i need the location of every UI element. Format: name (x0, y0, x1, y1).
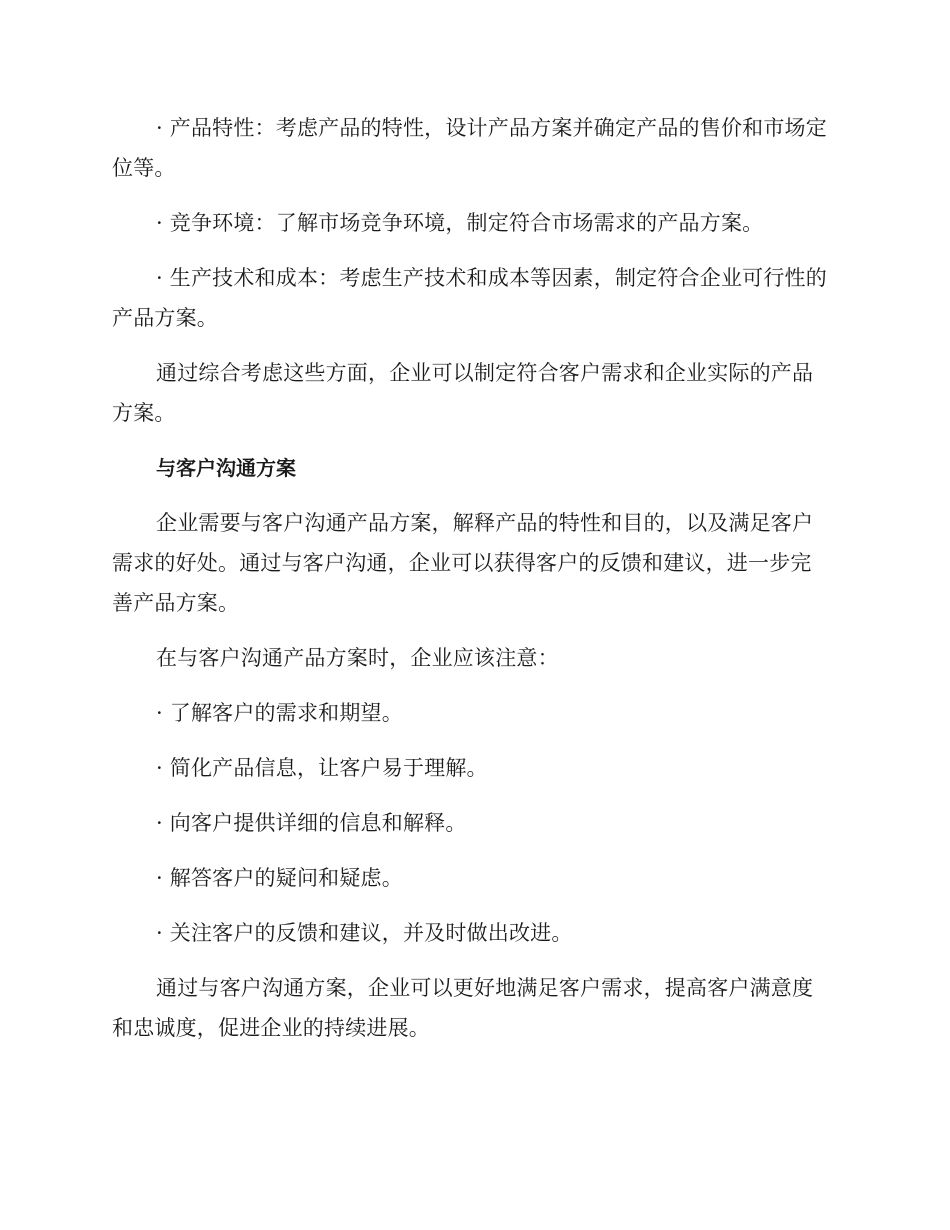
list-item-1: · 了解客户的需求和期望。 (156, 701, 403, 725)
section-heading: 与客户沟通方案 (156, 456, 296, 480)
list-item-product-features: · 产品特性：考虑产品的特性，设计产品方案并确定产品的售价和市场定位等。 (112, 116, 827, 180)
summary-paragraph-2: 通过与客户沟通方案，企业可以更好地满足客户需求，提高客户满意度和忠诚度，促进企业的持续进展。 (112, 976, 814, 1040)
document-page (112, 108, 832, 1063)
list-item-3: · 向客户提供详细的信息和解释。 (156, 811, 467, 835)
list-item-5: · 关注客户的反馈和建议，并及时做出改进。 (156, 921, 573, 945)
list-item-2: · 简化产品信息，让客户易于理解。 (156, 756, 488, 780)
list-item-4: · 解答客户的疑问和疑虑。 (156, 866, 403, 890)
summary-paragraph-1: 通过综合考虑这些方面，企业可以制定符合客户需求和企业实际的产品方案。 (112, 361, 814, 425)
list-item-competition: · 竞争环境：了解市场竞争环境，制定符合市场需求的产品方案。 (156, 211, 764, 235)
list-item-production-cost: · 生产技术和成本：考虑生产技术和成本等因素，制定符合企业可行性的产品方案。 (112, 266, 827, 330)
body-paragraph-2: 在与客户沟通产品方案时，企业应该注意： (156, 646, 559, 670)
body-paragraph-1: 企业需要与客户沟通产品方案，解释产品的特性和目的，以及满足客户需求的好处。通过与客户沟通，企业可以获得客户的反馈和建议，进一步完善产品方案。 (112, 511, 814, 615)
